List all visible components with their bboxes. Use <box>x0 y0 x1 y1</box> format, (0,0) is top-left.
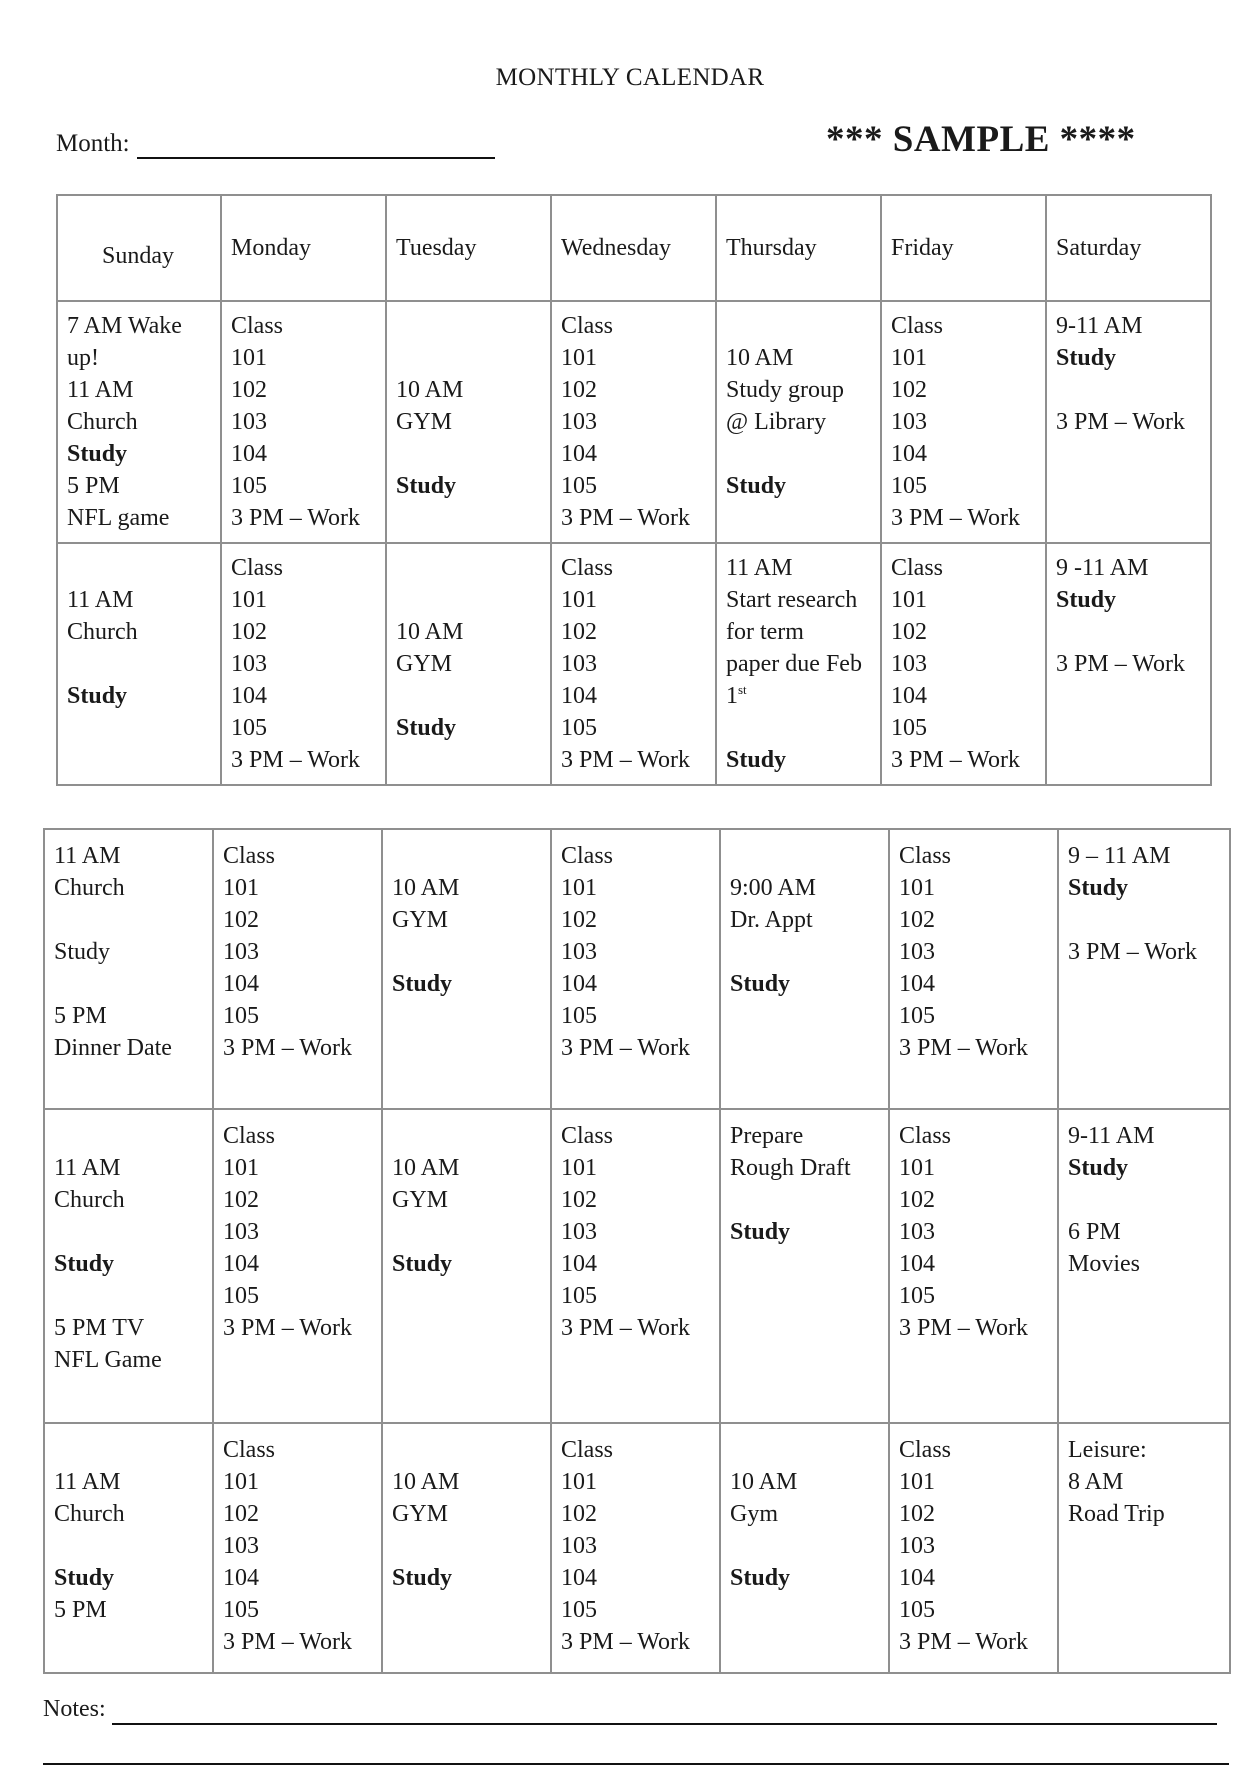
cell-line: 103 <box>899 939 935 965</box>
cell-line: 102 <box>561 377 597 403</box>
cell-line: 8 AM <box>1068 1469 1124 1495</box>
cell-line: 101 <box>561 587 597 613</box>
cell-line: 103 <box>223 939 259 965</box>
cell-line <box>730 840 880 872</box>
cell-line: 11 AM <box>67 587 134 613</box>
cell-line <box>392 840 542 872</box>
cell-line: 3 PM – Work <box>899 1315 1028 1341</box>
cell-line: Class <box>231 313 284 339</box>
cell-line: 101 <box>899 1469 935 1495</box>
cell-line: 6 PM <box>1068 1219 1121 1245</box>
cell-line: 102 <box>561 1501 597 1527</box>
cell-line: 104 <box>561 1565 597 1591</box>
cell-line <box>54 1120 204 1152</box>
cell-line: GYM <box>392 1501 449 1527</box>
cell-line: 105 <box>891 473 927 499</box>
cell-line: 5 PM <box>54 1597 107 1623</box>
day-cell[interactable] <box>551 301 716 543</box>
header-monday: Monday <box>221 195 386 301</box>
week-row <box>57 301 1211 543</box>
cell-line: Church <box>54 875 125 901</box>
cell-line: Study <box>54 1565 115 1591</box>
cell-line: 103 <box>231 651 267 677</box>
cell-line: 105 <box>223 1283 259 1309</box>
cell-line: 104 <box>223 1565 259 1591</box>
week-row <box>57 543 1211 785</box>
cell-line <box>392 936 542 968</box>
month-blank-line[interactable] <box>137 157 495 159</box>
day-cell[interactable] <box>382 1109 551 1423</box>
cell-line: 104 <box>899 971 935 997</box>
week-row <box>44 1109 1230 1423</box>
cell-line: Class <box>223 1437 276 1463</box>
cell-line: 10 AM <box>730 1469 798 1495</box>
cell-line: 103 <box>891 409 927 435</box>
day-cell[interactable] <box>221 301 386 543</box>
day-cell[interactable] <box>382 829 551 1109</box>
cell-line <box>1056 374 1202 406</box>
day-cell[interactable] <box>720 1109 889 1423</box>
cell-line: 102 <box>231 619 267 645</box>
cell-line <box>396 584 542 616</box>
cell-line: Prepare <box>730 1123 804 1149</box>
cell-line <box>396 310 542 342</box>
cell-line <box>54 1280 204 1312</box>
cell-line <box>730 1530 880 1562</box>
cell-line: Gym <box>730 1501 778 1527</box>
cell-line: 9-11 AM <box>1068 1123 1155 1149</box>
cell-line: Dr. Appt <box>730 907 813 933</box>
cell-line: 104 <box>891 683 927 709</box>
cell-line: 102 <box>223 1187 259 1213</box>
cell-line: 101 <box>223 1469 259 1495</box>
cell-line: 10 AM <box>726 345 794 371</box>
cell-line <box>54 968 204 1000</box>
cell-line <box>726 712 872 744</box>
day-cell[interactable] <box>716 543 881 785</box>
cell-line: 3 PM – Work <box>1056 409 1185 435</box>
cell-line: Study <box>54 1251 115 1277</box>
cell-line: Study <box>726 747 787 773</box>
cell-line: 101 <box>561 1155 597 1181</box>
cell-line: 3 PM – Work <box>561 1035 690 1061</box>
day-cell[interactable] <box>213 829 382 1109</box>
cell-line: 105 <box>561 1003 597 1029</box>
day-cell[interactable] <box>1058 829 1230 1109</box>
cell-line: Church <box>54 1187 125 1213</box>
cell-line: paper due Feb <box>726 651 862 677</box>
cell-line: for term <box>726 619 804 645</box>
day-cell[interactable] <box>551 1423 720 1673</box>
cell-line: Study <box>1068 1155 1129 1181</box>
day-cell[interactable] <box>1058 1423 1230 1673</box>
cell-line: 11 AM <box>54 1469 121 1495</box>
header-friday: Friday <box>881 195 1046 301</box>
cell-line: 105 <box>231 473 267 499</box>
cell-line: GYM <box>392 1187 449 1213</box>
cell-line <box>726 310 872 342</box>
day-cell[interactable] <box>386 301 551 543</box>
cell-line: Church <box>67 409 138 435</box>
cell-line: Class <box>223 843 276 869</box>
cell-line: Study <box>392 1251 453 1277</box>
cell-line <box>396 342 542 374</box>
cell-line: 3 PM – Work <box>891 505 1020 531</box>
day-cell[interactable] <box>1046 301 1211 543</box>
notes-blank-line[interactable] <box>43 1763 1229 1765</box>
cell-line: 105 <box>561 473 597 499</box>
cell-line: 104 <box>231 441 267 467</box>
cell-line: Class <box>899 1437 952 1463</box>
cell-line: 101 <box>899 875 935 901</box>
cell-line: 105 <box>899 1283 935 1309</box>
cell-line: 10 AM <box>396 619 464 645</box>
cell-line: 103 <box>561 939 597 965</box>
day-cell[interactable] <box>213 1109 382 1423</box>
cell-line: 102 <box>899 1501 935 1527</box>
cell-line: 104 <box>899 1251 935 1277</box>
day-cell[interactable] <box>881 301 1046 543</box>
header-thursday: Thursday <box>716 195 881 301</box>
day-cell[interactable] <box>44 1423 213 1673</box>
cell-line: 1st <box>726 682 747 709</box>
month-label: Month: <box>56 130 130 157</box>
cell-line: 11 AM <box>54 1155 121 1181</box>
day-cell[interactable] <box>551 543 716 785</box>
header-tuesday: Tuesday <box>386 195 551 301</box>
cell-line: Study <box>54 939 111 965</box>
cell-line: 102 <box>899 907 935 933</box>
cell-line <box>1056 616 1202 648</box>
cell-line: 5 PM <box>54 1003 107 1029</box>
cell-line: Class <box>899 1123 952 1149</box>
cell-line: 3 PM – Work <box>561 1315 690 1341</box>
cell-line: 9:00 AM <box>730 875 817 901</box>
cell-line: Church <box>67 619 138 645</box>
cell-line: 101 <box>891 345 927 371</box>
cell-line: 103 <box>561 409 597 435</box>
cell-line <box>67 552 212 584</box>
cell-line: 105 <box>561 1597 597 1623</box>
calendar-table-bottom <box>43 828 1231 1674</box>
cell-line: 102 <box>561 907 597 933</box>
cell-line: Class <box>891 313 944 339</box>
cell-line: 103 <box>223 1219 259 1245</box>
cell-line: Study <box>1056 345 1117 371</box>
cell-line: Study <box>730 1565 791 1591</box>
cell-line <box>54 1216 204 1248</box>
notes-blank-line[interactable] <box>112 1723 1217 1725</box>
cell-line: 3 PM – Work <box>231 505 360 531</box>
cell-line: 103 <box>891 651 927 677</box>
cell-line: 10 AM <box>396 377 464 403</box>
header-saturday: Saturday <box>1046 195 1211 301</box>
cell-line <box>730 1434 880 1466</box>
cell-line: Class <box>561 1123 614 1149</box>
cell-line: 102 <box>899 1187 935 1213</box>
day-cell[interactable] <box>213 1423 382 1673</box>
day-cell[interactable] <box>551 1109 720 1423</box>
day-cell[interactable] <box>57 543 221 785</box>
cell-line: up! <box>67 345 99 371</box>
day-cell[interactable] <box>889 829 1058 1109</box>
cell-line <box>396 552 542 584</box>
cell-line: @ Library <box>726 409 827 435</box>
cell-line: Study <box>392 1565 453 1591</box>
day-cell[interactable] <box>57 301 221 543</box>
cell-line: 101 <box>231 345 267 371</box>
cell-line: 3 PM – Work <box>1056 651 1185 677</box>
cell-line <box>726 438 872 470</box>
week-row <box>44 1423 1230 1673</box>
cell-line: 103 <box>231 409 267 435</box>
cell-line <box>1068 1184 1221 1216</box>
cell-line: Rough Draft <box>730 1155 851 1181</box>
cell-line: 5 PM TV <box>54 1315 145 1341</box>
cell-line: NFL game <box>67 505 170 531</box>
cell-line: 3 PM – Work <box>561 1629 690 1655</box>
cell-line: Movies <box>1068 1251 1140 1277</box>
cell-line: 10 AM <box>392 875 460 901</box>
cell-line: 101 <box>891 587 927 613</box>
cell-line: 103 <box>899 1533 935 1559</box>
cell-line: 105 <box>223 1003 259 1029</box>
cell-line: 101 <box>561 345 597 371</box>
cell-line: 105 <box>899 1597 935 1623</box>
day-cell[interactable] <box>551 829 720 1109</box>
week-row <box>44 829 1230 1109</box>
sample-watermark: *** SAMPLE **** <box>826 119 1136 160</box>
cell-line: Study <box>67 441 128 467</box>
cell-line: Study <box>392 971 453 997</box>
day-cell[interactable] <box>44 829 213 1109</box>
cell-line <box>54 904 204 936</box>
cell-line: 104 <box>561 1251 597 1277</box>
cell-line: 3 PM – Work <box>891 747 1020 773</box>
cell-line: 103 <box>561 651 597 677</box>
cell-line: Study <box>1068 875 1129 901</box>
cell-line <box>392 1216 542 1248</box>
cell-line: 105 <box>561 1283 597 1309</box>
cell-line: 3 PM – Work <box>223 1315 352 1341</box>
cell-line: 9 -11 AM <box>1056 555 1149 581</box>
cell-line: 102 <box>891 619 927 645</box>
weekday-header-row <box>57 195 1211 301</box>
day-cell[interactable] <box>716 301 881 543</box>
cell-line: Start research <box>726 587 858 613</box>
cell-line: Class <box>561 1437 614 1463</box>
cell-line: Study <box>730 1219 791 1245</box>
cell-line: Study <box>67 683 128 709</box>
cell-line: Leisure: <box>1068 1437 1147 1463</box>
cell-line: 102 <box>891 377 927 403</box>
cell-line: 101 <box>231 587 267 613</box>
cell-line: 104 <box>891 441 927 467</box>
cell-line: 104 <box>561 441 597 467</box>
cell-line: 10 AM <box>392 1155 460 1181</box>
cell-line: 3 PM – Work <box>561 505 690 531</box>
cell-line: Study <box>396 473 457 499</box>
cell-line: 105 <box>561 715 597 741</box>
cell-line: 7 AM Wake <box>67 313 182 339</box>
day-cell[interactable] <box>720 829 889 1109</box>
cell-line: 5 PM <box>67 473 120 499</box>
cell-line: 102 <box>223 907 259 933</box>
cell-line: 3 PM – Work <box>899 1629 1028 1655</box>
cell-line: 103 <box>561 1219 597 1245</box>
cell-line <box>730 1184 880 1216</box>
cell-line: GYM <box>392 907 449 933</box>
cell-line: 3 PM – Work <box>231 747 360 773</box>
day-cell[interactable] <box>221 543 386 785</box>
cell-line: 104 <box>561 971 597 997</box>
cell-line: 105 <box>231 715 267 741</box>
cell-line: 102 <box>223 1501 259 1527</box>
day-cell[interactable] <box>1058 1109 1230 1423</box>
cell-line: 105 <box>891 715 927 741</box>
cell-line <box>392 1434 542 1466</box>
cell-line: Class <box>561 555 614 581</box>
cell-line <box>392 1120 542 1152</box>
cell-line: Study <box>1056 587 1117 613</box>
cell-line: 105 <box>223 1597 259 1623</box>
cell-line <box>1068 904 1221 936</box>
cell-line: Road Trip <box>1068 1501 1165 1527</box>
ordinal-suffix: st <box>738 682 747 697</box>
cell-line: 9-11 AM <box>1056 313 1143 339</box>
cell-line: 103 <box>223 1533 259 1559</box>
header-sunday: Sunday <box>57 195 221 301</box>
day-cell[interactable] <box>881 543 1046 785</box>
cell-line: 11 AM <box>54 843 121 869</box>
day-cell[interactable] <box>44 1109 213 1423</box>
cell-line: GYM <box>396 651 453 677</box>
cell-line: 104 <box>561 683 597 709</box>
cell-line: 102 <box>561 1187 597 1213</box>
cell-line: Study <box>726 473 787 499</box>
cell-line: 104 <box>223 1251 259 1277</box>
cell-line <box>67 648 212 680</box>
cell-line: 104 <box>223 971 259 997</box>
day-cell[interactable] <box>386 543 551 785</box>
page-title: MONTHLY CALENDAR <box>495 64 765 91</box>
cell-line: Class <box>223 1123 276 1149</box>
cell-line: 101 <box>899 1155 935 1181</box>
header-wednesday: Wednesday <box>551 195 716 301</box>
cell-line <box>54 1434 204 1466</box>
cell-line: 101 <box>223 875 259 901</box>
cell-line: Class <box>899 843 952 869</box>
cell-line: 101 <box>561 875 597 901</box>
cell-line: Study <box>396 715 457 741</box>
cell-line <box>730 936 880 968</box>
cell-line: 103 <box>561 1533 597 1559</box>
cell-line: 102 <box>231 377 267 403</box>
cell-line: 104 <box>899 1565 935 1591</box>
cell-line: Class <box>561 843 614 869</box>
cell-line: 3 PM – Work <box>1068 939 1197 965</box>
cell-line <box>54 1530 204 1562</box>
cell-line: 105 <box>899 1003 935 1029</box>
cell-line: Study <box>730 971 791 997</box>
cell-line: 3 PM – Work <box>223 1035 352 1061</box>
cell-line: Class <box>231 555 284 581</box>
cell-line: 102 <box>561 619 597 645</box>
cell-line: GYM <box>396 409 453 435</box>
cell-line <box>396 680 542 712</box>
cell-line: 3 PM – Work <box>899 1035 1028 1061</box>
day-cell[interactable] <box>889 1109 1058 1423</box>
cell-line: 11 AM <box>67 377 134 403</box>
cell-line: 3 PM – Work <box>223 1629 352 1655</box>
cell-line: 11 AM <box>726 555 793 581</box>
cell-line: Study group <box>726 377 845 403</box>
cell-line: NFL Game <box>54 1347 162 1373</box>
cell-line: Class <box>561 313 614 339</box>
cell-line: Dinner Date <box>54 1035 172 1061</box>
cell-line: 104 <box>231 683 267 709</box>
cell-line: 10 AM <box>392 1469 460 1495</box>
cell-line: 103 <box>899 1219 935 1245</box>
day-cell[interactable] <box>1046 543 1211 785</box>
day-cell[interactable] <box>382 1423 551 1673</box>
cell-line <box>392 1530 542 1562</box>
cell-line: 101 <box>561 1469 597 1495</box>
cell-line: 3 PM – Work <box>561 747 690 773</box>
cell-line <box>396 438 542 470</box>
day-cell[interactable] <box>720 1423 889 1673</box>
calendar-table-top <box>56 194 1212 786</box>
cell-line: 9 – 11 AM <box>1068 843 1171 869</box>
cell-line: Church <box>54 1501 125 1527</box>
day-cell[interactable] <box>889 1423 1058 1673</box>
cell-line: 101 <box>223 1155 259 1181</box>
cell-line: Class <box>891 555 944 581</box>
notes-label: Notes: <box>43 1696 106 1722</box>
